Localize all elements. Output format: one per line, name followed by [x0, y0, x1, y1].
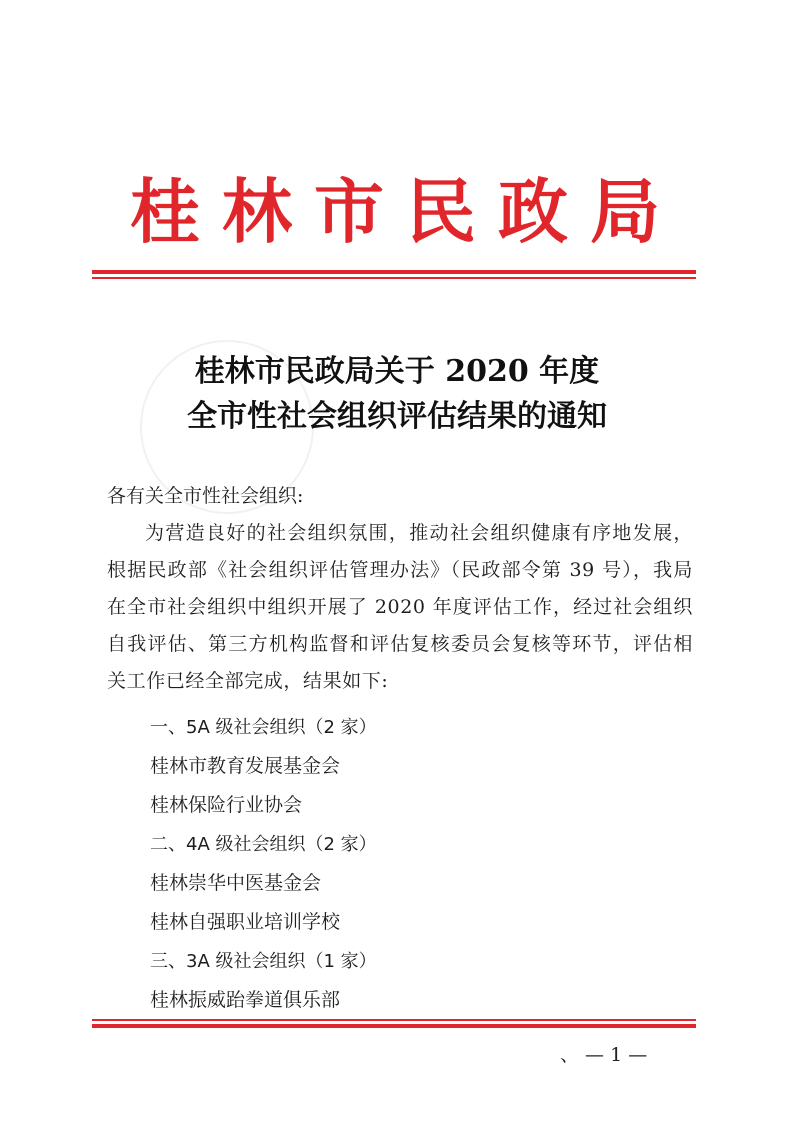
header-double-rule — [92, 270, 696, 279]
footer-rule-thin — [92, 1019, 696, 1021]
document-title-line-2: 全市性社会组织评估结果的通知 — [187, 399, 607, 434]
header-rule-thick — [92, 270, 696, 274]
list-item: 桂林自强职业培训学校 — [150, 911, 341, 933]
list-item: 桂林振威跆拳道俱乐部 — [150, 989, 341, 1011]
salutation: 各有关全市性社会组织: — [107, 485, 304, 507]
list-item: 桂林市教育发展基金会 — [150, 755, 341, 777]
result-list — [150, 708, 377, 1020]
list-item: 桂林崇华中医基金会 — [150, 872, 322, 894]
footer-double-rule — [92, 1019, 696, 1028]
page-number: 、 — 1 — — [560, 1044, 648, 1066]
header-rule-thin — [92, 277, 696, 279]
list-item: 桂林保险行业协会 — [150, 794, 303, 816]
body-paragraph: 为营造良好的社会组织氛围，推动社会组织健康有序地发展，根据民政部《社会组织评估管理办法》（民政部令第 39 号），我局在全市社会组织中组织开展了 2020 年度评估工作，经过社会组织自我评估、第三方机构监督和评估复核委员会复核等环节，评估相关工作已经全部完成，结果如下: — [107, 522, 693, 692]
masthead: 桂林市民政局 — [130, 171, 682, 253]
list-heading-4a: 二、4A 级社会组织（2 家） — [150, 834, 377, 855]
footer-rule-thick — [92, 1024, 696, 1028]
list-heading-3a: 三、3A 级社会组织（1 家） — [150, 951, 377, 972]
list-heading-5a: 一、5A 级社会组织（2 家） — [150, 717, 377, 738]
document-title-line-1: 桂林市民政局关于 2020 年度 — [194, 354, 600, 389]
